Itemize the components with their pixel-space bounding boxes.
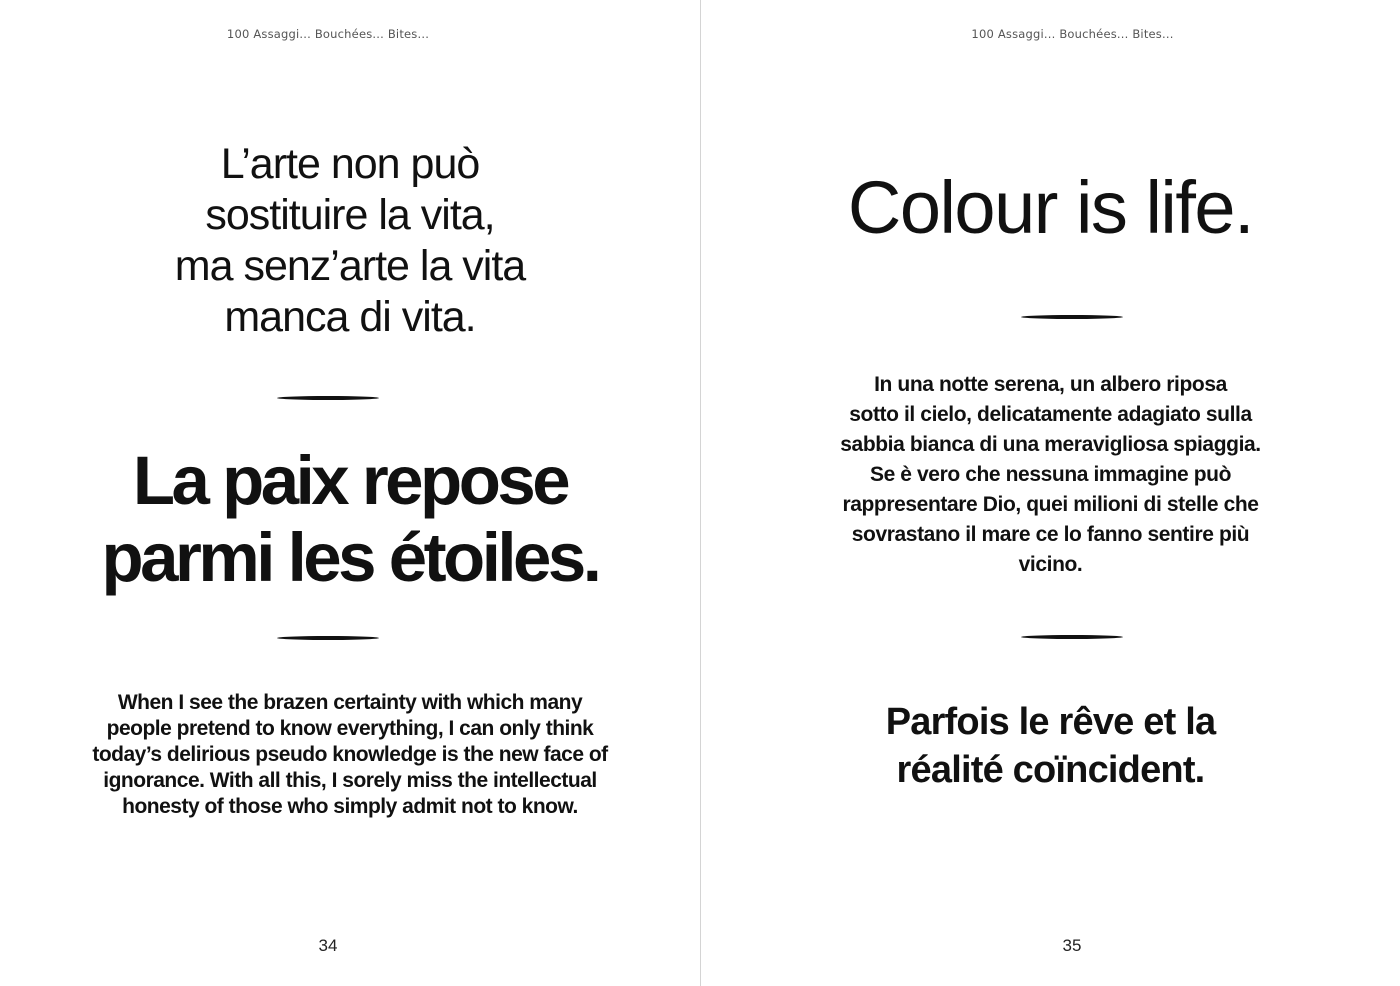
quote-line: vicino. xyxy=(1018,553,1083,576)
quote-line: In una notte serena, un albero riposa xyxy=(874,373,1227,396)
quote-line: today’s delirious pseudo knowledge is the new face of xyxy=(92,743,608,766)
quote-line: honesty of those who simply admit not to know. xyxy=(122,795,578,818)
quote-line: Se è vero che nessuna immagine può xyxy=(869,463,1232,486)
page-number: 35 xyxy=(1062,936,1082,955)
quote-french-dream xyxy=(701,698,1400,794)
quote-line: sotto il cielo, delicatamente adagiato sulla xyxy=(849,403,1252,426)
quote-line: sovrastano il mare ce lo fanno sentire più xyxy=(851,523,1250,546)
quote-line: La paix repose xyxy=(132,442,568,519)
quote-line: ignorance. With all this, I sorely miss the intellectual xyxy=(103,769,597,792)
section-divider xyxy=(277,636,379,640)
quote-line: Colour is life. xyxy=(847,166,1254,249)
quote-line: sostituire la vita, xyxy=(205,191,495,239)
quote-line: réalité coïncident. xyxy=(896,749,1205,791)
quote-line: manca di vita. xyxy=(224,293,476,341)
running-head: 100 Assaggi... Bouchées... Bites... xyxy=(226,27,430,41)
section-divider xyxy=(1021,635,1123,639)
quote-line: rappresentare Dio, quei milioni di stelle che xyxy=(842,493,1259,516)
quote-french-peace xyxy=(0,442,700,596)
right-page xyxy=(701,0,1400,986)
quote-english-colour xyxy=(701,166,1400,250)
section-divider xyxy=(277,396,379,400)
section-divider xyxy=(1021,315,1123,319)
quote-line: parmi les étoiles. xyxy=(101,519,599,596)
quote-line: people pretend to know everything, I can only think xyxy=(106,717,594,740)
quote-line: sabbia bianca di una meravigliosa spiaggia. xyxy=(840,433,1261,456)
quote-italian-night xyxy=(701,370,1400,580)
quote-line: When I see the brazen certainty with which many xyxy=(117,691,583,714)
quote-line: L’arte non può xyxy=(220,140,480,188)
quote-italian-art xyxy=(0,139,700,343)
quote-line: ma senz’arte la vita xyxy=(174,242,526,290)
quote-line: Parfois le rêve et la xyxy=(885,701,1216,743)
running-head: 100 Assaggi... Bouchées... Bites... xyxy=(971,27,1174,41)
quote-english-knowledge xyxy=(0,690,700,820)
page-number: 34 xyxy=(318,936,338,955)
